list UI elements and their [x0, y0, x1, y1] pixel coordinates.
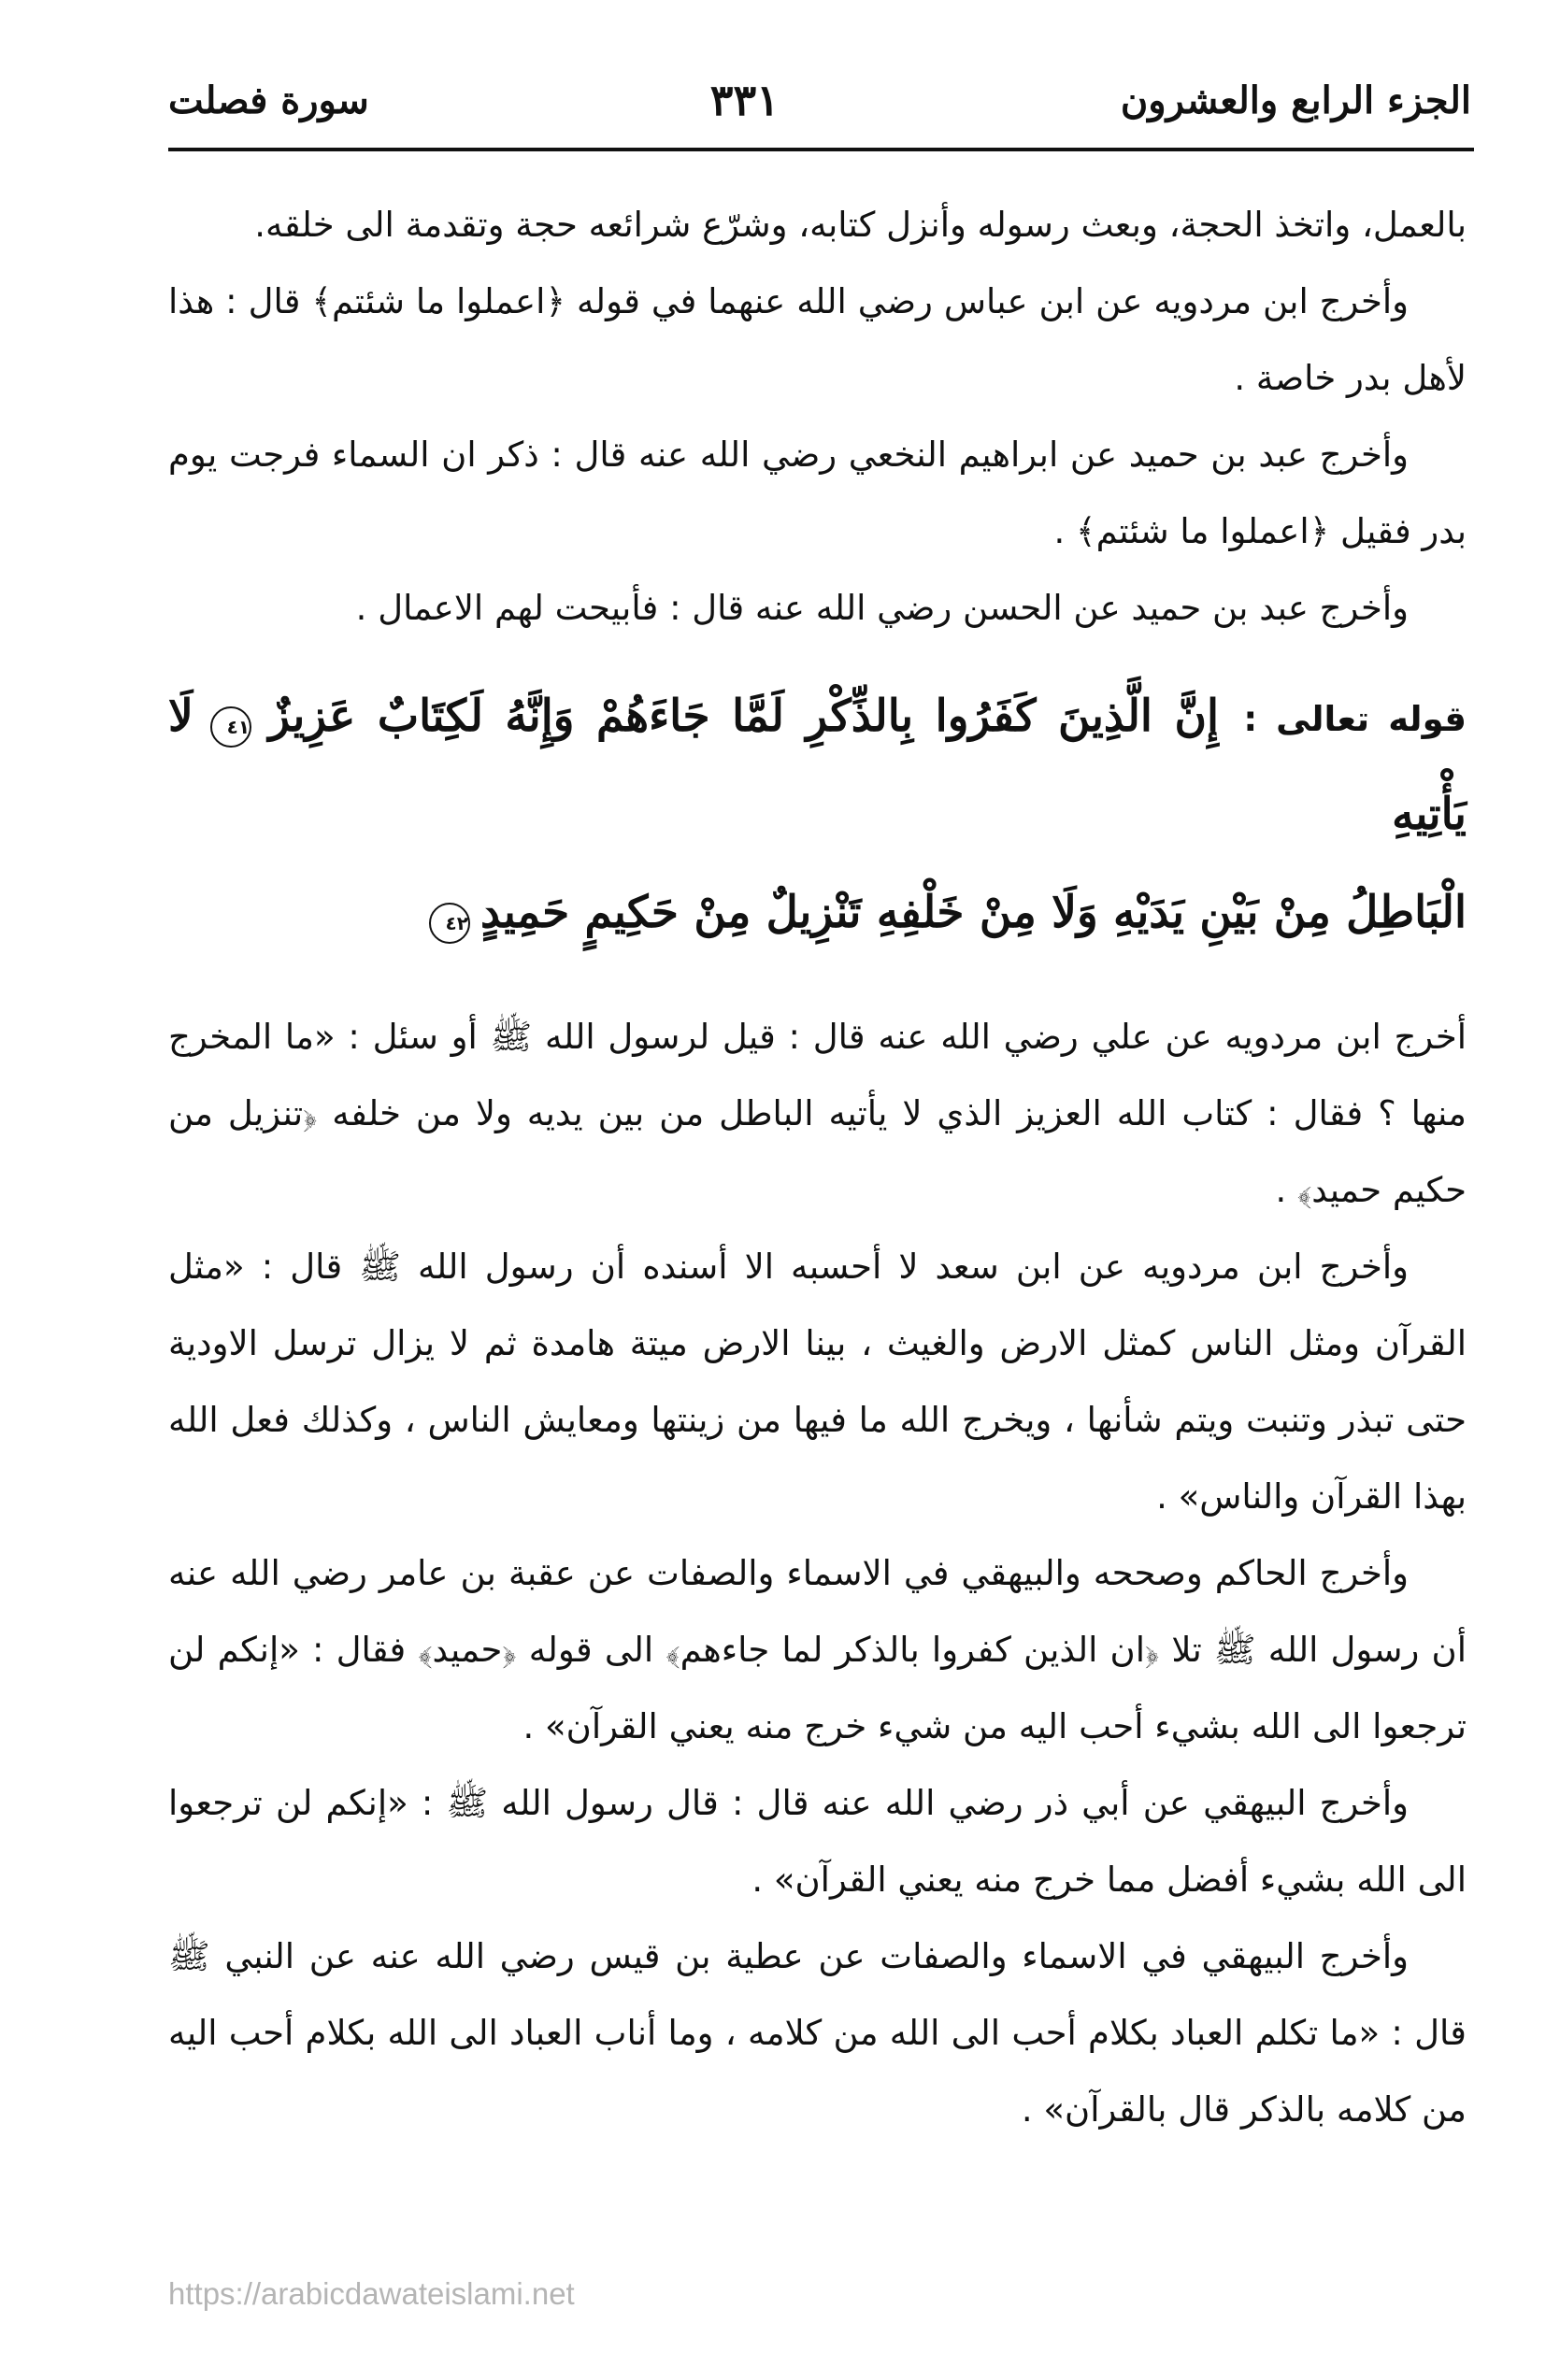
- page-number: ٣٣١: [709, 75, 780, 125]
- quran-verse-block: [168, 667, 1467, 962]
- paragraph-hasan: وأخرج عبد بن حميد عن الحسن رضي الله عنه قال : فأبيحت لهم الاعمال .: [355, 588, 1409, 628]
- juz-title: الجزء الرابع والعشرون: [1120, 78, 1471, 122]
- paragraph-uqbah: وأخرج الحاكم وصححه والبيهقي في الاسماء والصفات عن عقبة بن عامر رضي الله عنه أن رسول الله ﷺ تلا ﴿ان الذين كفروا بالذكر لما جاءهم﴾ الى قوله ﴿حميد﴾ فقال : «إنكم لن ترجعوا الى الله بشيء أحب اليه من شيء خرج منه يعني القرآن» .: [168, 1553, 1467, 1746]
- paragraph-nakhai: وأخرج عبد بن حميد عن ابراهيم النخعي رضي الله عنه قال : ذكر ان السماء فرجت يوم بدر فقيل ﴿اعملوا ما شئتم﴾ .: [168, 435, 1467, 551]
- surah-title: سورة فصلت: [168, 78, 369, 122]
- paragraph-abu-dhar: وأخرج البيهقي عن أبي ذر رضي الله عنه قال : قال رسول الله ﷺ : «إنكم لن ترجعوا الى الله بشيء أفضل مما خرج منه يعني القرآن» .: [168, 1783, 1467, 1900]
- ayah-number-marker: ٤١: [210, 706, 251, 748]
- ayah-number-marker: ٤٢: [429, 903, 470, 944]
- paragraph-ibn-abbas: وأخرج ابن مردويه عن ابن عباس رضي الله عنهما في قوله ﴿اعملوا ما شئتم﴾ قال : هذا لأهل بدر خاصة .: [168, 281, 1467, 398]
- verse-text-1b: لَا يَأْتِيهِ: [168, 691, 1467, 840]
- verse-text-2: الْبَاطِلُ مِنْ بَيْنِ يَدَيْهِ وَلَا مِنْ خَلْفِهِ تَنْزِيلٌ مِنْ حَكِيمٍ حَمِيدٍ: [480, 887, 1467, 938]
- verse-intro: قوله تعالى :: [1243, 699, 1467, 739]
- paragraph-ibn-saad: وأخرج ابن مردويه عن ابن سعد لا أحسبه الا أسنده أن رسول الله ﷺ قال : «مثل القرآن ومثل الناس كمثل الارض والغيث ، بينا الارض ميتة هامدة ثم لا يزال ترسل الاودية حتى تبذر وتنبت ويتم شأنها ، ويخرج الله ما فيها من زينتها ومعايش الناس ، وكذلك فعل الله بهذا القرآن والناس» .: [168, 1247, 1467, 1517]
- verse-line-1: [168, 667, 1467, 863]
- verse-text-1: إِنَّ الَّذِينَ كَفَرُوا بِالذِّكْرِ لَمَّا جَاءَهُمْ وَإِنَّهُ لَكِتَابٌ عَزِيزٌ: [268, 691, 1220, 742]
- paragraph-atiyyah: وأخرج البيهقي في الاسماء والصفات عن عطية بن قيس رضي الله عنه عن النبي ﷺ قال : «ما تكلم العباد بكلام أحب الى الله من كلامه ، وما أناب العباد الى الله بكلام أحب اليه من كلامه بالذكر قال بالقرآن» .: [168, 1936, 1467, 2130]
- watermark-url: https://arabicdawateislami.net: [168, 2276, 575, 2311]
- header-divider: [168, 148, 1474, 151]
- verse-line-2: [168, 863, 1467, 962]
- paragraph-continuation: بالعمل، واتخذ الحجة، وبعث رسوله وأنزل كتابه، وشرّع شرائعه حجة وتقدمة الى خلقه.: [254, 205, 1467, 245]
- paragraph-ali: أخرج ابن مردويه عن علي رضي الله عنه قال : قيل لرسول الله ﷺ أو سئل : «ما المخرج منها ؟ فقال : كتاب الله العزيز الذي لا يأتيه الباطل من بين يديه ولا من خلفه ﴿تنزيل من حكيم حميد﴾ .: [168, 1017, 1467, 1210]
- running-header: [168, 58, 1471, 142]
- page-body: [168, 187, 1467, 2148]
